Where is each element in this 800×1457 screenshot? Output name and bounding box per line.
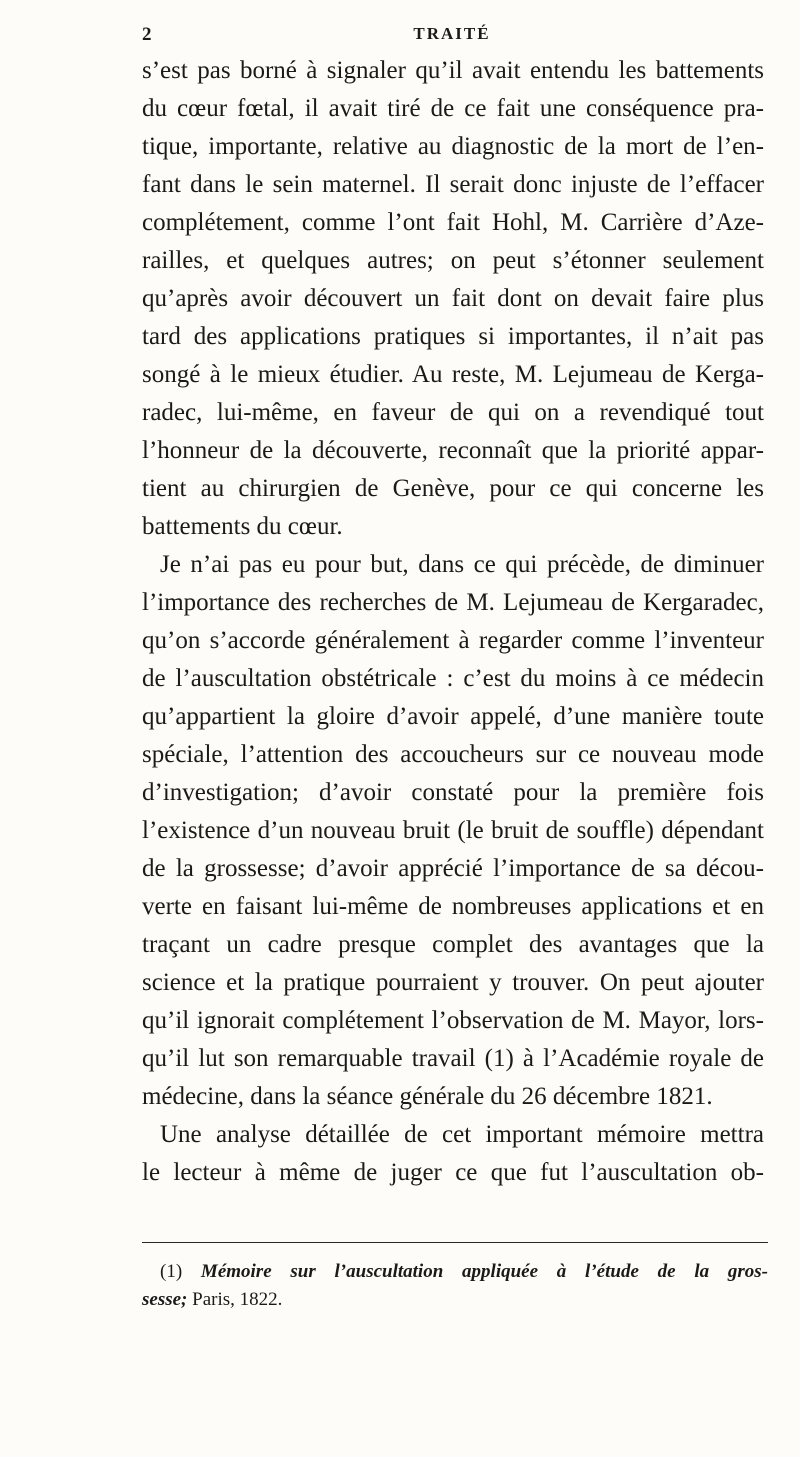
text-line: Je n’ai pas eu pour but, dans ce qui précède, de diminuer: [160, 551, 764, 578]
text-line: traçant un cadre presque complet des avantages que la: [142, 931, 764, 958]
text-line: d’investigation; d’avoir constaté pour la première fois: [142, 779, 764, 806]
text-line: battements du cœur.: [142, 513, 343, 540]
text-line: complétement, comme l’ont fait Hohl, M. Carrière d’Aze-: [142, 209, 764, 236]
footnote-line: [142, 1286, 768, 1314]
footnote: [142, 1258, 768, 1314]
text-line: songé à le mieux étudier. Au reste, M. Lejumeau de Kerga-: [142, 361, 764, 388]
text-line: qu’on s’accorde généralement à regarder comme l’inventeur: [142, 627, 764, 654]
text-line: verte en faisant lui-même de nombreuses applications et en: [142, 893, 764, 920]
text-line: tient au chirurgien de Genève, pour ce qui concerne les: [142, 475, 764, 502]
text-line: Une analyse détaillée de cet important mémoire mettra: [160, 1121, 764, 1148]
footnote-place-date: Paris, 1822.: [187, 1289, 283, 1310]
text-line: l’existence d’un nouveau bruit (le bruit de souffle) dépendant: [142, 817, 764, 844]
page-number: 2: [142, 24, 152, 45]
text-line: de la grossesse; d’avoir apprécié l’importance de sa décou-: [142, 855, 764, 882]
footnote-line: [142, 1258, 768, 1286]
text-line: qu’il ignorait complétement l’observation de M. Mayor, lors-: [142, 1007, 764, 1034]
text-line: tard des applications pratiques si importantes, il n’ait pas: [142, 323, 764, 350]
text-line: qu’il lut son remarquable travail (1) à l’Académie royale de: [142, 1045, 764, 1072]
text-line: l’importance des recherches de M. Lejumeau de Kergaradec,: [142, 589, 764, 616]
running-title: TRAITÉ: [413, 24, 491, 43]
text-line: radec, lui-même, en faveur de qui on a revendiqué tout: [142, 399, 764, 426]
footnote-title: Mémoire sur l’auscultation appliquée à l’étude de la gros-: [200, 1261, 768, 1282]
text-line: de l’auscultation obstétricale : c’est du moins à ce médecin: [142, 665, 764, 692]
running-head: [142, 24, 762, 52]
footnote-marker: (1): [160, 1261, 183, 1282]
text-line: qu’après avoir découvert un fait dont on devait faire plus: [142, 285, 764, 312]
text-line: du cœur fœtal, il avait tiré de ce fait une conséquence pra-: [142, 95, 764, 122]
text-line: spéciale, l’attention des accoucheurs sur ce nouveau mode: [142, 741, 764, 768]
body-text: [142, 52, 764, 1192]
text-line: médecine, dans la séance générale du 26 décembre 1821.: [142, 1083, 713, 1110]
text-line: science et la pratique pourraient y trouver. On peut ajouter: [142, 969, 764, 996]
text-line: s’est pas borné à signaler qu’il avait entendu les battements: [142, 57, 764, 84]
text-line: l’honneur de la découverte, reconnaît que la priorité appar-: [142, 437, 764, 464]
text-line: qu’appartient la gloire d’avoir appelé, d’une manière toute: [142, 703, 764, 730]
footnote-title-cont: sesse;: [142, 1289, 188, 1310]
text-line: fant dans le sein maternel. Il serait donc injuste de l’effacer: [142, 171, 764, 198]
text-line: le lecteur à même de juger ce que fut l’auscultation ob-: [142, 1159, 764, 1186]
text-line: railles, et quelques autres; on peut s’étonner seulement: [142, 247, 764, 274]
footnote-rule: [142, 1242, 768, 1243]
text-line: tique, importante, relative au diagnostic de la mort de l’en-: [142, 133, 764, 160]
